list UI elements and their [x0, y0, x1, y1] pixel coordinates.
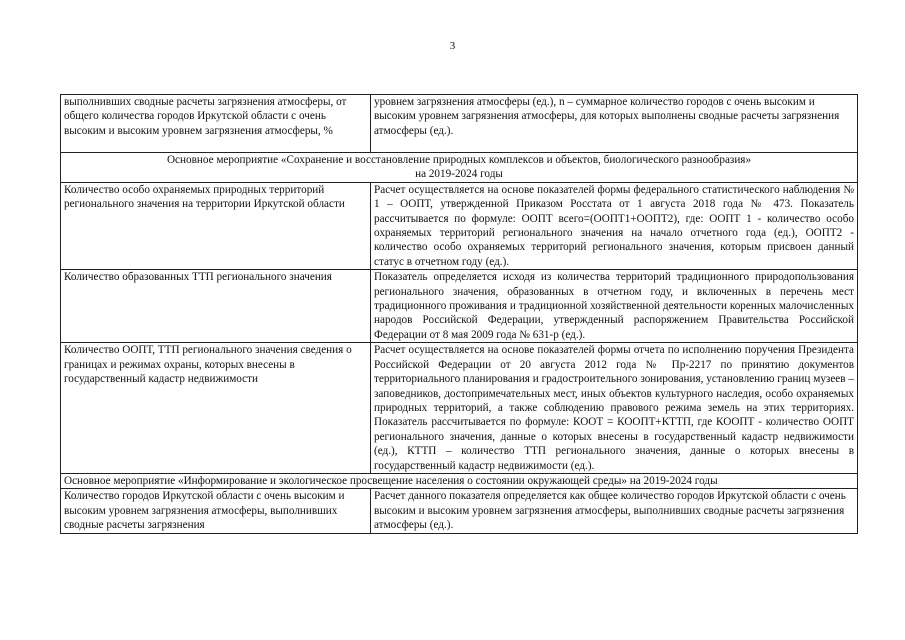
table-row [61, 95, 858, 153]
table-row [61, 270, 858, 343]
indicator-name-cell: Количество городов Иркутской области с очень высоким и высоким уровнем загрязнения атмосферы, выполнивших сводные расчеты загрязнения [61, 489, 371, 533]
table-row [61, 343, 858, 474]
section-period-line: на 2019-2024 годы [415, 168, 503, 181]
section-header-row [61, 473, 858, 488]
section-header-cell [61, 473, 858, 488]
calculation-method-cell: Показатель определяется исходя из количества территорий традиционного природопользования регионального значения, образованных в отчетном году, и включенных в перечень мест традиционного проживания и традиционной хозяйственной деятельности коренных малочисленных народов Российской Федерации, утвержденный распоряжением Правительства Российской Федерации от 8 мая 2009 года № 631-р (ед.). [371, 270, 858, 343]
section-header-cell [61, 153, 858, 183]
indicator-name-cell: Количество особо охраняемых природных территорий регионального значения на территории Иркутской области [61, 182, 371, 269]
section-header-row [61, 153, 858, 183]
indicator-name-cell: выполнивших сводные расчеты загрязнения атмосферы, от общего количества городов Иркутской области с очень высоким и высоким уровнем загрязнения атмосферы, % [61, 95, 371, 153]
calculation-method-cell: уровнем загрязнения атмосферы (ед.), n – суммарное количество городов с очень высоким и высоким уровнем загрязнения атмосферы, для которых выполнены сводные расчеты загрязнения атмосферы (ед.). [371, 95, 858, 153]
indicator-name-cell: Количество образованных ТТП регионального значения [61, 270, 371, 343]
section-title-line: Основное мероприятие «Информирование и экологическое просвещение населения о состоянии окружающей среды» на 2019-2024 годы [64, 474, 718, 487]
indicator-name-cell: Количество ООПТ, ТТП регионального значения сведения о границах и режимах охраны, которых внесены в государственный кадастр недвижимости [61, 343, 371, 474]
table-row [61, 182, 858, 269]
table-row [61, 489, 858, 533]
section-title-line: Основное мероприятие «Сохранение и восстановление природных комплексов и объектов, биологического разнообразия» [166, 154, 752, 166]
calculation-method-cell: Расчет данного показателя определяется как общее количество городов Иркутской области с очень высоким и высоким уровнем загрязнения атмосферы, выполнивших сводные расчеты загрязнения атмосферы (ед.). [371, 489, 858, 533]
calculation-method-cell: Расчет осуществляется на основе показателей формы федерального статистического наблюдения № 1 – ООПТ, утвержденной Приказом Росстата от 1 августа 2018 года № 473. Показатель рассчитывается по формуле: ООПТ всего=(ООПТ1+ООПТ2), где: ООПТ 1 - количество особо охраняемых территорий регионального значения на начало отчетного года (ед.), ООПТ2 - количество особо охраняемых территорий регионального значения, которым присвоен данный статус в отчетном году (ед.). [371, 182, 858, 269]
page-number: 3 [449, 40, 456, 52]
calculation-method-cell: Расчет осуществляется на основе показателей формы отчета по исполнению поручения Президента Российской Федерации от 20 августа 2012 года № Пр-2217 по принятию документов территориального планирования и градостроительного зонирования, установлению границ музеев – заповедников, достопримечательных мест, иных объектов культурного наследия, особо охраняемых природных территорий, а также соблюдению правового режима земель на этих территориях. Показатель рассчитывается по формуле: КООТ = КООПТ+КТТП, где КООПТ - количество ООПТ регионального значения, данные о которых внесены в государственный кадастр недвижимости (ед.), КТТП – количество ТТП регионального значения, данные о которых внесены в государственный кадастр недвижимости (ед.). [371, 343, 858, 474]
indicators-table [60, 94, 858, 534]
